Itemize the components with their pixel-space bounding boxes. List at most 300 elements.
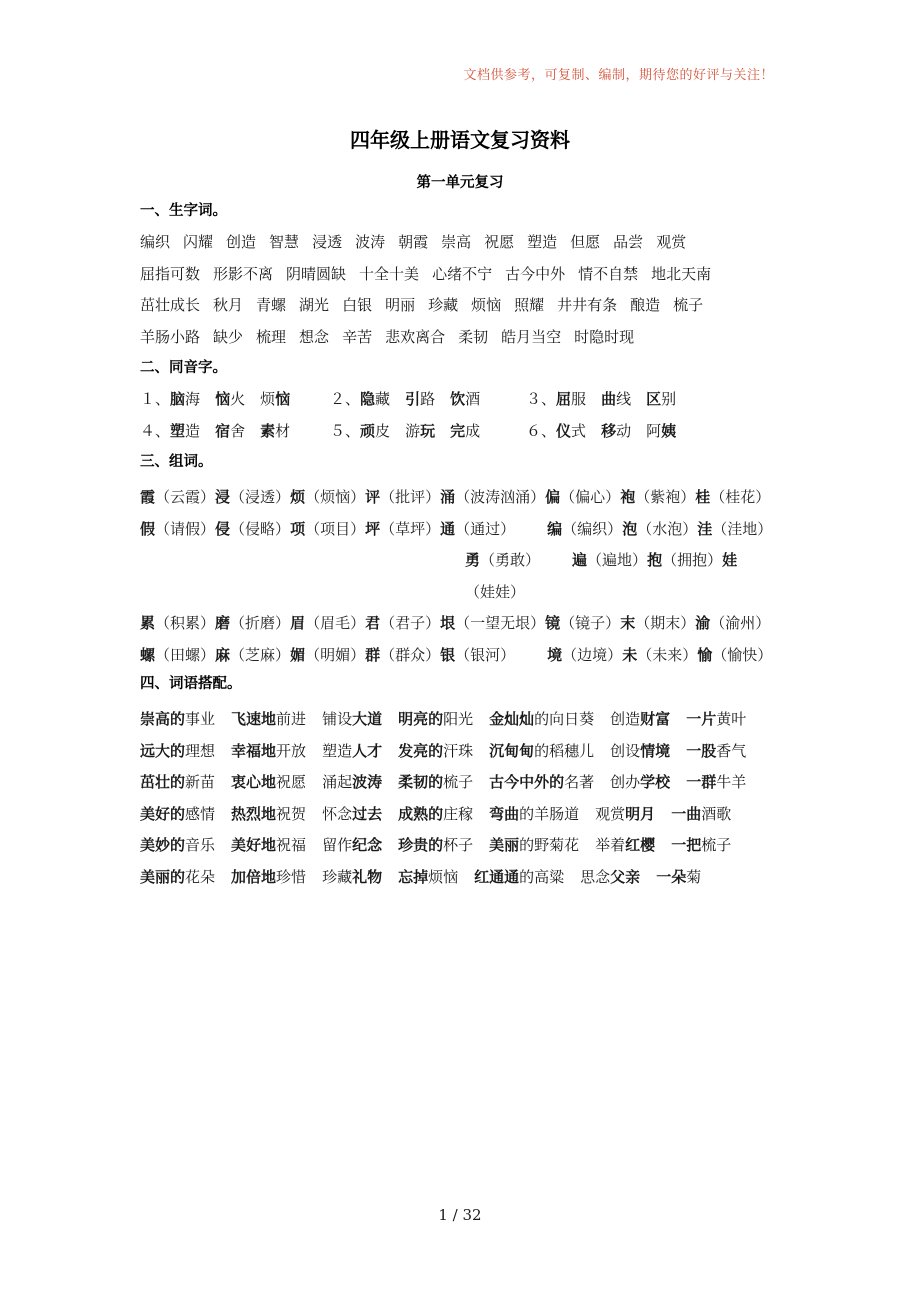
char: 式 bbox=[571, 421, 587, 440]
group-number: ５、 bbox=[330, 421, 361, 440]
homophone-group-6 bbox=[526, 420, 706, 442]
zuci-char: 涌 bbox=[440, 488, 456, 506]
zuci-char: 通 bbox=[440, 519, 456, 538]
zuci-word: （未来） bbox=[637, 645, 698, 664]
vocab-word: 智慧 bbox=[269, 233, 300, 251]
collocation-part: 事业 bbox=[185, 710, 216, 728]
collocation bbox=[140, 742, 215, 760]
char: 阿 bbox=[646, 421, 662, 440]
collocation-part: 礼物 bbox=[352, 867, 383, 886]
vocab-word: 酿造 bbox=[630, 296, 661, 314]
collocation-part: 柔韧的 bbox=[398, 773, 444, 791]
section-heading-vocab: 一、生字词。 bbox=[140, 203, 227, 219]
zuci-char: 烦 bbox=[290, 488, 306, 506]
collocation bbox=[231, 742, 306, 760]
vocab-word: 悲欢离合 bbox=[385, 327, 446, 346]
zuci-word: （芝麻） bbox=[230, 645, 291, 664]
vocab-word: 秋月 bbox=[213, 296, 244, 314]
zuci-word: （项目） bbox=[305, 519, 366, 538]
collocation-part: 杯子 bbox=[443, 836, 474, 854]
zuci-char: 编 bbox=[547, 519, 563, 538]
collocation bbox=[398, 742, 473, 760]
vocab-word: 崇高 bbox=[441, 233, 472, 251]
vocab-word: 茁壮成长 bbox=[140, 296, 201, 314]
collocation-part: 汗珠 bbox=[443, 741, 474, 760]
vocab-word: 浸透 bbox=[312, 233, 343, 251]
zuci-word: （群众） bbox=[380, 645, 441, 664]
vocab-row-3 bbox=[140, 294, 790, 316]
vocab-word: 缺少 bbox=[213, 327, 244, 346]
collocation-part: 开放 bbox=[276, 741, 307, 760]
collocation-part: 黄叶 bbox=[716, 710, 747, 728]
zuci-char: 镜 bbox=[545, 614, 561, 632]
zuci-word: （一望无垠） bbox=[455, 614, 546, 632]
collocation-part: 幸福地 bbox=[231, 741, 277, 760]
collocation-part: 茁壮的 bbox=[140, 773, 186, 791]
collocation-part: 情境 bbox=[640, 741, 671, 760]
zuci-word: （娃娃） bbox=[465, 582, 526, 601]
collocation bbox=[322, 710, 382, 728]
char: 海 bbox=[185, 390, 201, 408]
collocation-part: 发亮的 bbox=[398, 741, 444, 760]
collocation-part: 菊 bbox=[686, 867, 702, 886]
char: 酒 bbox=[465, 390, 481, 408]
zuci-group bbox=[140, 520, 515, 538]
char: 动 bbox=[616, 421, 632, 440]
collocation bbox=[671, 805, 731, 823]
homophone-group-5 bbox=[330, 420, 526, 442]
collocation-part: 创造 bbox=[610, 710, 641, 728]
header-note: 文档供参考，可复制、编制，期待您的好评与关注！ bbox=[463, 68, 774, 83]
collocation-part: 塑造 bbox=[322, 741, 353, 760]
vocab-word: 湖光 bbox=[299, 296, 330, 314]
zuci-char: 假 bbox=[140, 519, 156, 538]
vocab-word: 梳子 bbox=[673, 296, 704, 314]
collocation-part: 父亲 bbox=[610, 867, 641, 886]
char: 造 bbox=[185, 421, 201, 440]
zuci-word: （浸透） bbox=[230, 488, 291, 506]
collocation-part: 红通通 bbox=[474, 867, 520, 886]
unit-subtitle: 第一单元复习 bbox=[416, 175, 504, 191]
vocab-word: 编织 bbox=[140, 233, 171, 251]
vocab-word: 心绪不宁 bbox=[432, 264, 493, 283]
zuci-word: （期末） bbox=[635, 614, 696, 632]
collocation bbox=[610, 710, 670, 728]
dapei-row-5 bbox=[140, 830, 790, 862]
collocation bbox=[610, 742, 670, 760]
key-char: 饮 bbox=[450, 390, 466, 408]
collocation-part: 古今中外的 bbox=[489, 773, 565, 791]
vocab-word: 地北天南 bbox=[651, 264, 712, 283]
vocab-word: 井井有条 bbox=[557, 296, 618, 314]
collocation bbox=[140, 836, 215, 854]
collocation-part: 香气 bbox=[716, 741, 747, 760]
group-number: ２、 bbox=[330, 390, 361, 408]
collocation-part: 珍贵的 bbox=[398, 836, 444, 854]
key-char: 完 bbox=[450, 421, 466, 440]
vocab-word: 十全十美 bbox=[359, 264, 420, 283]
collocation bbox=[686, 773, 746, 791]
homophone-row-1 bbox=[140, 388, 790, 410]
collocation bbox=[398, 710, 473, 728]
collocation bbox=[671, 836, 731, 854]
vocab-word: 柔韧 bbox=[458, 327, 489, 346]
homophone-group-4 bbox=[140, 420, 330, 442]
group-number: ６、 bbox=[526, 421, 557, 440]
zuci-char: 君 bbox=[365, 614, 381, 632]
char: 火 bbox=[230, 390, 246, 408]
zuci-group bbox=[547, 646, 772, 664]
section-heading-dapei: 四、词语搭配。 bbox=[140, 676, 242, 692]
collocation-part: 金灿灿 bbox=[489, 710, 535, 728]
vocab-word: 古今中外 bbox=[505, 264, 566, 283]
homophone-group-3 bbox=[526, 388, 706, 410]
vocab-row-1 bbox=[140, 231, 790, 253]
collocation-part: 弯曲 bbox=[489, 804, 520, 823]
zuci-group bbox=[140, 488, 770, 506]
key-char: 恼 bbox=[215, 390, 231, 408]
zuci-word: （水泡） bbox=[637, 519, 698, 538]
collocation-part: 一股 bbox=[686, 741, 717, 760]
zuci-row-4 bbox=[140, 608, 790, 640]
zuci-row-3 bbox=[140, 545, 790, 608]
zuci-char: 抱 bbox=[647, 551, 663, 569]
zuci-char: 偏 bbox=[545, 488, 561, 506]
vocab-word: 珍藏 bbox=[428, 296, 459, 314]
collocation bbox=[322, 742, 382, 760]
collocation-part: 成熟的 bbox=[398, 804, 444, 823]
zuci-word: （洼地） bbox=[712, 519, 773, 538]
collocation-part: 美丽 bbox=[489, 836, 520, 854]
zuci-char: 洼 bbox=[697, 519, 713, 538]
zuci-char: 浸 bbox=[215, 488, 231, 506]
zuci-row-5 bbox=[140, 640, 790, 672]
zuci-char: 螺 bbox=[140, 645, 156, 664]
collocation-part: 崇高的 bbox=[140, 710, 186, 728]
collocation bbox=[398, 836, 473, 854]
zuci-word: （银河） bbox=[455, 645, 516, 664]
zuci-word: （通过） bbox=[455, 519, 516, 538]
zuci-char: 袍 bbox=[620, 488, 636, 506]
collocation-part: 的羊肠道 bbox=[519, 804, 580, 823]
collocation-part: 祝贺 bbox=[276, 804, 307, 823]
group-number: １、 bbox=[140, 390, 171, 408]
collocation bbox=[580, 868, 640, 886]
zuci-word: （侵略） bbox=[230, 519, 291, 538]
vocab-word: 青螺 bbox=[256, 296, 287, 314]
char: 别 bbox=[661, 390, 677, 408]
char: 烦 bbox=[260, 390, 276, 408]
dapei-row-6 bbox=[140, 862, 790, 894]
zuci-word: （批评） bbox=[380, 488, 441, 506]
vocab-word: 梳理 bbox=[256, 327, 287, 346]
key-char: 脑 bbox=[170, 390, 186, 408]
collocation bbox=[595, 805, 655, 823]
dapei-row-4 bbox=[140, 799, 790, 831]
zuci-char: 垠 bbox=[440, 614, 456, 632]
vocab-word: 明丽 bbox=[385, 296, 416, 314]
collocation-part: 烦恼 bbox=[428, 867, 459, 886]
char: 舍 bbox=[230, 421, 246, 440]
zuci-word: （请假） bbox=[155, 519, 216, 538]
zuci-word: （波涛汹涌） bbox=[455, 488, 546, 506]
zuci-char: 愉 bbox=[697, 645, 713, 664]
collocation-part: 一群 bbox=[686, 773, 717, 791]
collocation-part: 美好的 bbox=[140, 804, 186, 823]
vocab-word: 波涛 bbox=[355, 233, 386, 251]
zuci-word: （边境） bbox=[562, 645, 623, 664]
key-char: 素 bbox=[260, 421, 276, 440]
collocation-part: 热烈地 bbox=[231, 804, 277, 823]
document-title: 四年级上册语文复习资料 bbox=[350, 128, 570, 152]
zuci-word: （烦恼） bbox=[305, 488, 366, 506]
page-number: 1 / 32 bbox=[438, 1206, 482, 1224]
char: 成 bbox=[465, 421, 481, 440]
collocation-part: 思念 bbox=[580, 867, 611, 886]
collocation-part: 音乐 bbox=[185, 836, 216, 854]
collocation bbox=[322, 805, 382, 823]
vocab-word: 阴晴圆缺 bbox=[286, 264, 347, 283]
collocation-part: 感情 bbox=[185, 804, 216, 823]
collocation-part: 财富 bbox=[640, 710, 671, 728]
zuci-char: 磨 bbox=[215, 614, 231, 632]
zuci-char: 坪 bbox=[365, 519, 381, 538]
zuci-word: （愉快） bbox=[712, 645, 773, 664]
key-char: 顽 bbox=[360, 421, 376, 440]
zuci-word: （云霞） bbox=[155, 488, 216, 506]
collocation-part: 庄稼 bbox=[443, 804, 474, 823]
collocation-part: 创设 bbox=[610, 741, 641, 760]
collocation bbox=[140, 773, 215, 791]
vocab-word: 闪耀 bbox=[183, 233, 214, 251]
zuci-char: 眉 bbox=[290, 614, 306, 632]
collocation-part: 一朵 bbox=[656, 867, 687, 886]
collocation-part: 阳光 bbox=[443, 710, 474, 728]
collocation bbox=[140, 710, 215, 728]
collocation-part: 红樱 bbox=[625, 836, 656, 854]
zuci-char: 霞 bbox=[140, 488, 156, 506]
collocation bbox=[489, 742, 594, 760]
vocab-word: 时隐时现 bbox=[574, 327, 635, 346]
vocab-word: 白银 bbox=[342, 296, 373, 314]
zuci-word: （桂花） bbox=[710, 488, 771, 506]
collocation-part: 名著 bbox=[564, 773, 595, 791]
collocation-part: 梳子 bbox=[443, 773, 474, 791]
collocation-part: 新苗 bbox=[185, 773, 216, 791]
key-char: 引 bbox=[405, 390, 421, 408]
dapei-row-1 bbox=[140, 704, 790, 736]
collocation-part: 酒歌 bbox=[701, 804, 732, 823]
collocation-part: 涌起 bbox=[322, 773, 353, 791]
zuci-char: 末 bbox=[620, 614, 636, 632]
zuci-word: （明媚） bbox=[305, 645, 366, 664]
collocation bbox=[231, 710, 306, 728]
collocation bbox=[322, 836, 382, 854]
collocation-part: 大道 bbox=[352, 710, 383, 728]
collocation-part: 铺设 bbox=[322, 710, 353, 728]
zuci-char: 群 bbox=[365, 645, 381, 664]
vocab-word: 想念 bbox=[299, 327, 330, 346]
collocation-part: 远大的 bbox=[140, 741, 186, 760]
collocation-part: 衷心地 bbox=[231, 773, 277, 791]
collocation-part: 波涛 bbox=[352, 773, 383, 791]
dapei-row-3 bbox=[140, 767, 790, 799]
zuci-char: 渝 bbox=[695, 614, 711, 632]
zuci-group bbox=[140, 614, 770, 632]
vocab-word: 创造 bbox=[226, 233, 257, 251]
key-char: 区 bbox=[646, 390, 662, 408]
key-char: 玩 bbox=[420, 421, 436, 440]
collocation-part: 前进 bbox=[276, 710, 307, 728]
collocation-part: 明亮的 bbox=[398, 710, 444, 728]
collocation bbox=[398, 773, 473, 791]
char: 游 bbox=[405, 421, 421, 440]
dapei-row-2 bbox=[140, 736, 790, 768]
vocab-word: 辛苦 bbox=[342, 327, 373, 346]
homophone-row-2 bbox=[140, 420, 790, 442]
vocab-row-2 bbox=[140, 263, 790, 285]
vocab-word: 屈指可数 bbox=[140, 264, 201, 283]
collocation bbox=[231, 773, 306, 791]
collocation-part: 理想 bbox=[185, 741, 216, 760]
collocation-part: 的稻穗儿 bbox=[534, 741, 595, 760]
homophone-group-1 bbox=[140, 388, 330, 410]
zuci-char: 泡 bbox=[622, 519, 638, 538]
zuci-char: 未 bbox=[622, 645, 638, 664]
collocation-part: 沉甸甸 bbox=[489, 741, 535, 760]
collocation-part: 珍惜 bbox=[276, 867, 307, 886]
group-number: ３、 bbox=[526, 390, 557, 408]
zuci-word: （眉毛） bbox=[305, 614, 366, 632]
collocation-part: 纪念 bbox=[352, 836, 383, 854]
char: 线 bbox=[616, 390, 632, 408]
vocab-word: 羊肠小路 bbox=[140, 327, 201, 346]
key-char: 曲 bbox=[601, 390, 617, 408]
collocation-part: 怀念 bbox=[322, 804, 353, 823]
key-char: 宿 bbox=[215, 421, 231, 440]
zuci-word: （渝州） bbox=[710, 614, 771, 632]
collocation-part: 举着 bbox=[595, 836, 626, 854]
zuci-word: （镜子） bbox=[560, 614, 621, 632]
zuci-group bbox=[465, 551, 540, 569]
zuci-word: （遍地） bbox=[587, 551, 648, 569]
collocation bbox=[231, 836, 306, 854]
collocation-part: 飞速地 bbox=[231, 710, 277, 728]
collocation bbox=[489, 710, 594, 728]
key-char: 姨 bbox=[661, 421, 677, 440]
zuci-char: 遍 bbox=[572, 551, 588, 569]
collocation-part: 一把 bbox=[671, 836, 702, 854]
collocation-part: 过去 bbox=[352, 804, 383, 823]
collocation-part: 明月 bbox=[625, 804, 656, 823]
collocation bbox=[140, 805, 215, 823]
collocation-part: 牛羊 bbox=[716, 773, 747, 791]
zuci-char: 累 bbox=[140, 614, 156, 632]
collocation-part: 的野菊花 bbox=[519, 836, 580, 854]
collocation-part: 加倍地 bbox=[231, 867, 277, 886]
section-heading-homophones: 二、同音字。 bbox=[140, 360, 227, 376]
vocab-word: 但愿 bbox=[570, 233, 601, 251]
zuci-word: （偏心） bbox=[560, 488, 621, 506]
vocab-word: 照耀 bbox=[514, 296, 545, 314]
zuci-row-2 bbox=[140, 514, 790, 546]
zuci-char: 勇 bbox=[465, 551, 481, 569]
collocation bbox=[140, 868, 215, 886]
collocation-part: 留作 bbox=[322, 836, 353, 854]
group-number: ４、 bbox=[140, 421, 171, 440]
char: 路 bbox=[420, 390, 436, 408]
vocab-word: 情不自禁 bbox=[578, 264, 639, 283]
collocation bbox=[398, 868, 458, 886]
vocab-word: 祝愿 bbox=[484, 233, 515, 251]
key-char: 恼 bbox=[275, 390, 291, 408]
key-char: 仪 bbox=[556, 421, 572, 440]
collocation bbox=[656, 868, 701, 886]
collocation bbox=[322, 773, 382, 791]
collocation bbox=[610, 773, 670, 791]
collocation bbox=[595, 836, 655, 854]
zuci-char: 桂 bbox=[695, 488, 711, 506]
zuci-word: （田螺） bbox=[155, 645, 216, 664]
zuci-char: 媚 bbox=[290, 645, 306, 664]
collocation bbox=[686, 710, 746, 728]
vocab-word: 品尝 bbox=[613, 233, 644, 251]
key-char: 屈 bbox=[556, 390, 572, 408]
zuci-word: （草坪） bbox=[380, 519, 441, 538]
zuci-word: （积累） bbox=[155, 614, 216, 632]
zuci-char: 侵 bbox=[215, 519, 231, 538]
zuci-group bbox=[140, 646, 515, 664]
collocation-part: 的向日葵 bbox=[534, 710, 595, 728]
collocation-part: 美好地 bbox=[231, 836, 277, 854]
vocab-row-4 bbox=[140, 326, 790, 348]
zuci-word: （勇敢） bbox=[480, 551, 541, 569]
zuci-char: 项 bbox=[290, 519, 306, 538]
collocation-part: 忘掉 bbox=[398, 867, 429, 886]
zuci-char: 评 bbox=[365, 488, 381, 506]
collocation bbox=[398, 805, 473, 823]
char: 材 bbox=[275, 421, 291, 440]
zuci-row-1 bbox=[140, 482, 790, 514]
collocation bbox=[322, 868, 382, 886]
key-char: 移 bbox=[601, 421, 617, 440]
collocation bbox=[686, 742, 746, 760]
collocation bbox=[489, 773, 594, 791]
zuci-char: 银 bbox=[440, 645, 456, 664]
char: 皮 bbox=[375, 421, 391, 440]
zuci-word: （折磨） bbox=[230, 614, 291, 632]
zuci-group bbox=[547, 520, 772, 538]
collocation bbox=[231, 805, 306, 823]
collocation bbox=[489, 805, 579, 823]
collocation-part: 梳子 bbox=[701, 836, 732, 854]
section-heading-zuci: 三、组词。 bbox=[140, 454, 213, 470]
collocation-part: 美妙的 bbox=[140, 836, 186, 854]
zuci-word: （紫袍） bbox=[635, 488, 696, 506]
collocation-part: 祝福 bbox=[276, 836, 307, 854]
zuci-char: 娃 bbox=[722, 551, 738, 569]
key-char: 塑 bbox=[170, 421, 186, 440]
vocab-word: 塑造 bbox=[527, 233, 558, 251]
collocation bbox=[474, 868, 564, 886]
zuci-word: （君子） bbox=[380, 614, 441, 632]
collocation-part: 观赏 bbox=[595, 804, 626, 823]
vocab-word: 观赏 bbox=[656, 233, 687, 251]
collocation-part: 创办 bbox=[610, 773, 641, 791]
collocation-part: 花朵 bbox=[185, 867, 216, 886]
vocab-word: 烦恼 bbox=[471, 296, 502, 314]
collocation bbox=[231, 868, 306, 886]
